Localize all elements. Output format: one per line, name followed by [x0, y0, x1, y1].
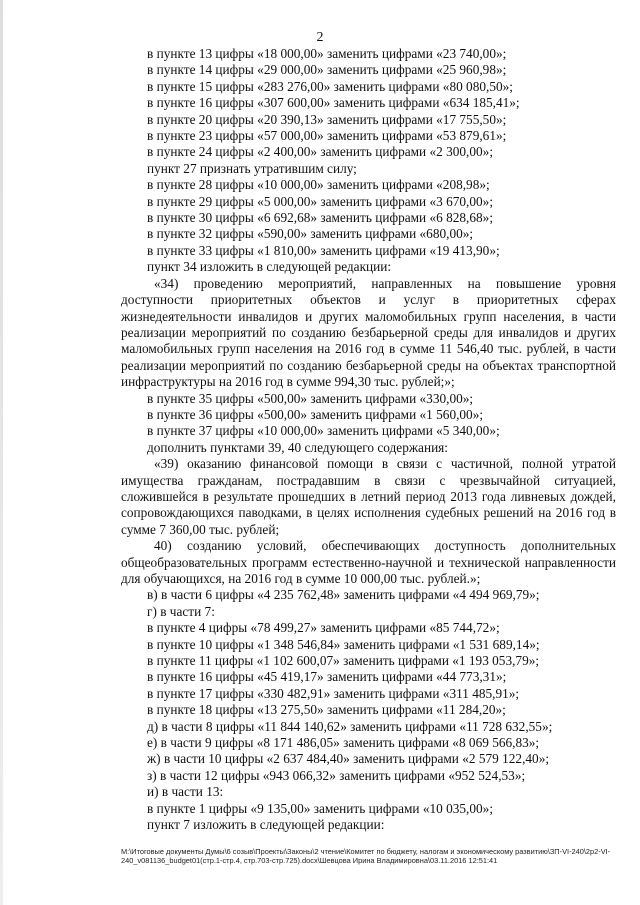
text-line: в пункте 16 цифры «307 600,00» заменить цифрами «634 185,41»; [147, 95, 520, 111]
page-number: 2 [316, 30, 324, 45]
text-line: в пункте 17 цифры «330 482,91» заменить цифрами «311 485,91»; [147, 685, 520, 701]
text-line: ж) в части 10 цифры «2 637 484,40» заменить цифрами «2 579 122,40»; [147, 751, 550, 767]
text-line: в пункте 37 цифры «10 000,00» заменить цифрами «5 340,00»; [147, 423, 500, 439]
text-line: пункт 7 изложить в следующей редакции: [147, 817, 385, 833]
text-line: пункт 34 изложить в следующей редакции: [147, 259, 392, 275]
paragraph-40: 40) созданию условий, обеспечивающих доступность дополнительных общеобразовательных программ естественно-научной и технической направленности для обучающихся, на 2016 год в сумме 10 000,00 тыс. рублей.»; [121, 538, 616, 586]
text-line: в пункте 10 цифры «1 348 546,84» заменить цифрами «1 531 689,14»; [147, 636, 540, 652]
text-line: в пункте 15 цифры «283 276,00» заменить цифрами «80 080,50»; [147, 78, 513, 94]
text-line: пункт 27 признать утратившим силу; [147, 160, 357, 176]
text-line: е) в части 9 цифры «8 171 486,05» заменить цифрами «8 069 566,83»; [147, 735, 540, 751]
text-line: в пункте 28 цифры «10 000,00» заменить цифрами «208,98»; [147, 177, 490, 193]
scan-edge [0, 0, 3, 905]
text-line: в пункте 33 цифры «1 810,00» заменить цифрами «19 413,90»; [147, 242, 500, 258]
text-line: в пункте 14 цифры «29 000,00» заменить цифрами «25 960,98»; [147, 62, 507, 78]
text-line: д) в части 8 цифры «11 844 140,62» заменить цифрами «11 728 632,55»; [147, 718, 553, 734]
text-line: в пункте 11 цифры «1 102 600,07» заменить цифрами «1 193 053,79»; [147, 653, 540, 669]
text-line: в пункте 24 цифры «2 400,00» заменить цифрами «2 300,00»; [147, 144, 494, 160]
text-line: в пункте 29 цифры «5 000,00» заменить цифрами «3 670,00»; [147, 193, 494, 209]
text-line: в пункте 18 цифры «13 275,50» заменить цифрами «11 284,20»; [147, 702, 506, 718]
text-line: в пункте 36 цифры «500,00» заменить цифрами «1 560,00»; [147, 406, 484, 422]
text-line: в пункте 35 цифры «500,00» заменить цифрами «330,00»; [147, 390, 474, 406]
text-line: в пункте 20 цифры «20 390,13» заменить цифрами «17 755,50»; [147, 111, 507, 127]
paragraph-34: «34) проведению мероприятий, направленных на повышение уровня доступности приоритетных объектов и услуг в приоритетных сферах жизнедеятельности инвалидов и других маломобильных групп населения, в части реализации мероприятий по созданию безбарьерной среды для инвалидов и других маломобильных групп населения на 2016 год в сумме 11 546,40 тыс. рублей, в части реализации мероприятий по созданию безбарьерной среды на объектах транспортной инфраструктуры на 2016 год в сумме 994,30 тыс. рублей;»; [121, 275, 616, 390]
document-footer-path: М:\Итоговые документы Думы\6 созыв\Проекты\Законы\2 чтение\Комитет по бюджету, налогам и экономическому развитию\ЗП-VI-240\2р2-VI-240_v081136_budget01(стр.1-стр.4, стр.703-стр.725).docx\Шевцова Ирина Владимировна\03.11.2016 12:51:41 [121, 847, 611, 865]
text-line: в) в части 6 цифры «4 235 762,48» заменить цифрами «4 494 969,79»; [147, 587, 540, 603]
document-body [121, 46, 616, 834]
text-line: в пункте 16 цифры «45 419,17» заменить цифрами «44 773,31»; [147, 669, 507, 685]
text-line: в пункте 32 цифры «590,00» заменить цифрами «680,00»; [147, 226, 474, 242]
text-line: в пункте 30 цифры «6 692,68» заменить цифрами «6 828,68»; [147, 210, 494, 226]
text-line: дополнить пунктами 39, 40 следующего содержания: [147, 439, 448, 455]
text-line: в пункте 4 цифры «78 499,27» заменить цифрами «85 744,72»; [147, 620, 500, 636]
text-line: в пункте 1 цифры «9 135,00» заменить цифрами «10 035,00»; [147, 800, 494, 816]
text-line: в пункте 23 цифры «57 000,00» заменить цифрами «53 879,61»; [147, 128, 507, 144]
text-line: и) в части 13: [147, 784, 224, 800]
text-line: з) в части 12 цифры «943 066,32» заменить цифрами «952 524,53»; [147, 767, 526, 783]
text-line: г) в части 7: [147, 603, 215, 619]
paragraph-39: «39) оказанию финансовой помощи в связи с частичной, полной утратой имущества гражданам, пострадавшим в связи с чрезвычайной ситуацией, сложившейся в результате прошедших в летний период 2013 года ливневых дождей, сопровождающихся паводками, в целях исполнения судебных решений на 2016 год в сумме 7 360,00 тыс. рублей; [121, 456, 616, 537]
text-line: в пункте 13 цифры «18 000,00» заменить цифрами «23 740,00»; [147, 46, 507, 61]
